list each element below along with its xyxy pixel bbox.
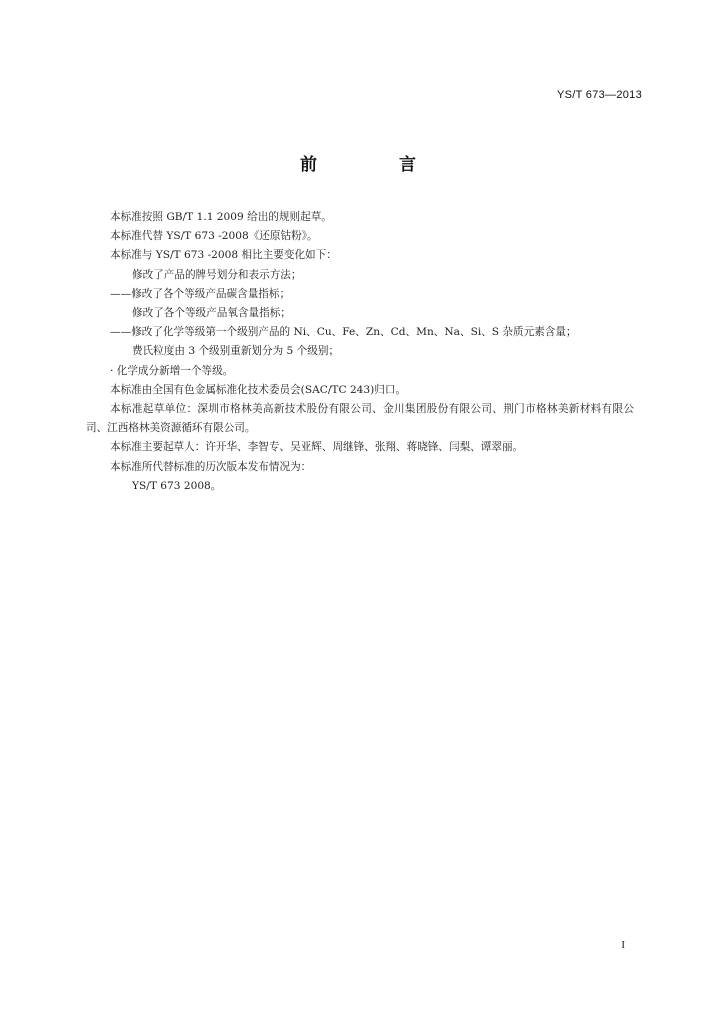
paragraph-drafters: 本标准主要起草人：许开华、李智专、吴亚辉、周继锋、张翔、蒋晓锋、闫梨、谭翠丽。 — [110, 441, 524, 454]
paragraph-history-intro: 本标准所代替标准的历次版本发布情况为： — [110, 460, 312, 473]
change-item-grade: 修改了产品的牌号划分和表示方法； — [132, 268, 302, 281]
change-item-oxygen: 修改了各个等级产品氧含量指标； — [132, 307, 291, 320]
paragraph-drafting-rules: 本标准按照 GB/T 1.1 2009 给出的规则起草。 — [110, 211, 332, 223]
document-code: YS/T 673—2013 — [556, 89, 642, 101]
change-item-impurities: ——修改了化学等级第一个级别产品的 Ni、Cu、Fe、Zn、Cd、Mn、Na、Si、S 杂质元素含量； — [110, 326, 577, 339]
paragraph-history-version: YS/T 673 2008。 — [132, 479, 222, 492]
foreword-body — [86, 208, 634, 496]
change-item-carbon: ——修改了各个等级产品碳含量指标； — [110, 287, 291, 300]
change-item-particle-size: 费氏粒度由 3 个级别重新划分为 5 个级别； — [132, 345, 340, 358]
paragraph-changes-intro: 本标准与 YS/T 673 -2008 相比主要变化如下： — [110, 249, 337, 262]
paragraph-replaces: 本标准代替 YS/T 673 -2008《还原钴粉》。 — [110, 230, 318, 243]
paragraph-responsible-committee: 本标准由全国有色金属标准化技术委员会(SAC/TC 243)归口。 — [110, 383, 407, 396]
section-title: 前 言 — [300, 155, 454, 175]
page-number: I — [621, 939, 625, 951]
paragraph-drafting-units: 本标准起草单位：深圳市格林美高新技术股份有限公司、金川集团股份有限公司、荆门市格林美新材料有限公司、江西格林美资源循环有限公司。 — [86, 403, 634, 435]
change-item-chemical-grade: · 化学成分新增一个等级。 — [110, 364, 234, 377]
